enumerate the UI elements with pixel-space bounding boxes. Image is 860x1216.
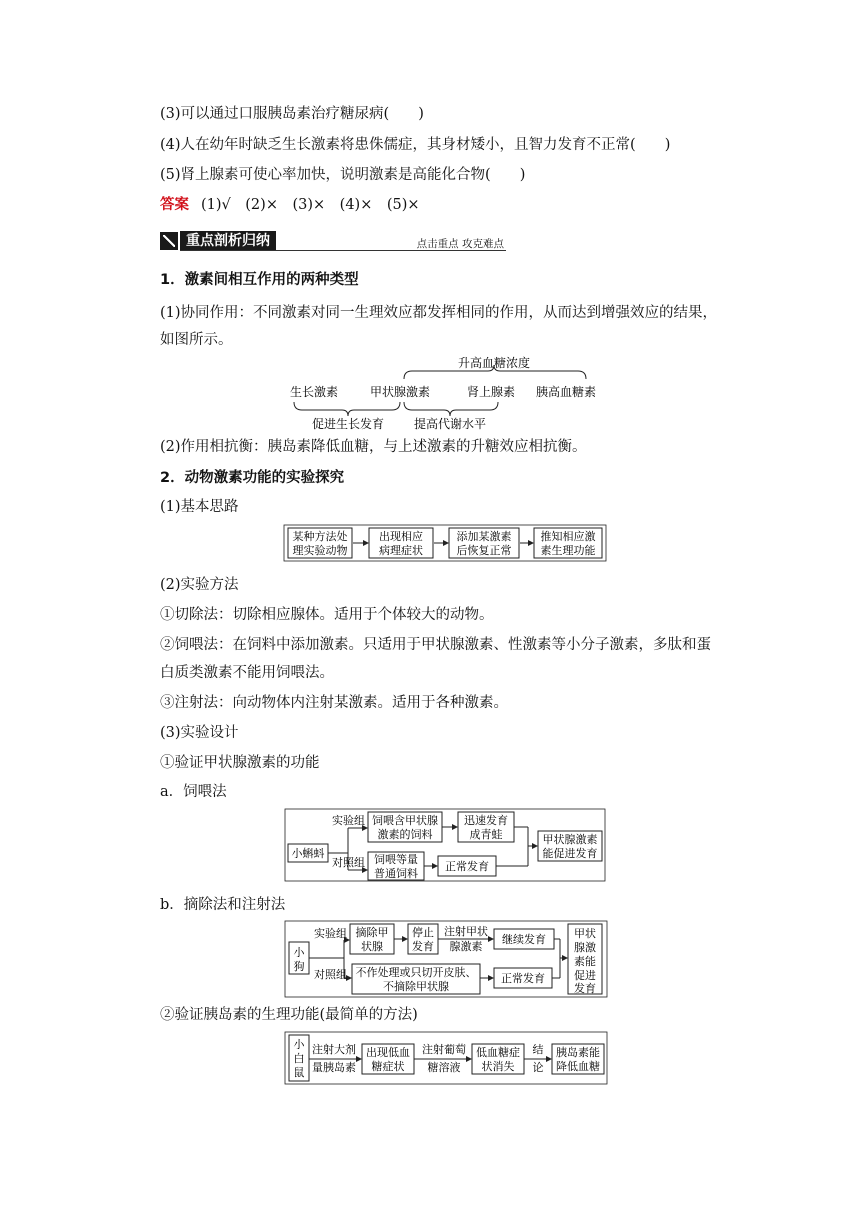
insulin-b2-line2: 状消失 <box>481 1060 515 1073</box>
basic-step-3-line1: 添加某激素 <box>456 530 512 543</box>
feed-exp-box-line2: 激素的饲料 <box>377 828 433 841</box>
remove-exp-mid-line1: 停止 <box>412 926 434 939</box>
feed-ctrl-box-line1: 饲喂等量 <box>374 853 418 866</box>
insulin-subject-3: 鼠 <box>293 1066 305 1079</box>
hormone-adrenaline: 肾上腺素 <box>466 385 516 399</box>
section2-heading: 2．动物激素功能的实验探究 <box>160 470 345 486</box>
basic-step-1-line1: 某种方法处 <box>292 530 348 543</box>
basic-step-2-line2: 病理症状 <box>379 544 423 557</box>
hormone-growth: 生长激素 <box>289 385 339 399</box>
insulin-a1-line2: 量胰岛素 <box>312 1061 356 1074</box>
section1-p1-line1: (1)协同作用：不同激素对同一生理效应都发挥相同的作用，从而达到增强效应的结果， <box>160 305 718 321</box>
answer-line <box>160 195 420 215</box>
design-b: b．摘除法和注射法 <box>160 897 286 913</box>
basic-flow <box>283 524 607 562</box>
question-5: (5)肾上腺素可使心率加快，说明激素是高能化合物( ) <box>160 167 526 183</box>
basic-step-3-line2: 后恢复正常 <box>456 544 512 557</box>
feed-exp-box-line1: 饲喂含甲状腺 <box>372 814 438 827</box>
remove-conclusion-3: 素能 <box>574 955 596 968</box>
insulin-subject-1: 小 <box>293 1038 305 1051</box>
insulin-a1-line1: 注射大剂 <box>312 1043 356 1056</box>
feed-exp-result-line1: 迅速发育 <box>464 814 508 827</box>
method-1: ①切除法：切除相应腺体。适用于个体较大的动物。 <box>160 607 494 623</box>
feed-ctrl-result: 正常发育 <box>445 860 489 873</box>
feed-subject: 小蝌蚪 <box>291 847 325 860</box>
hormone-glucagon: 胰高血糖素 <box>535 385 597 399</box>
insulin-b3-line1: 胰岛素能 <box>556 1046 600 1059</box>
remove-ctrl-result: 正常发育 <box>501 972 545 985</box>
answer-text: (1)√ (2)× (3)× (4)× (5)× <box>201 197 420 213</box>
remove-ctrl-label: 对照组 <box>314 968 347 981</box>
feeding-diagram <box>284 808 606 882</box>
basic-step-1-line2: 理实验动物 <box>292 544 348 557</box>
remove-exp-mid-line2: 发育 <box>412 940 434 953</box>
section1-p2: (2)作用相抗衡：胰岛素降低血糖，与上述激素的升糖效应相抗衡。 <box>160 439 587 455</box>
feed-ctrl-label: 对照组 <box>332 856 365 869</box>
insulin-a2-line1: 注射葡萄 <box>422 1043 466 1056</box>
insulin-b1-line1: 出现低血 <box>366 1046 410 1059</box>
remove-exp-box-line2: 状腺 <box>361 940 383 953</box>
remove-ctrl-box-line2: 不摘除甲状腺 <box>383 980 449 993</box>
remove-subject-2: 狗 <box>293 960 305 973</box>
remove-exp-result: 继续发育 <box>502 933 546 946</box>
synergy-bottom-right: 提高代谢水平 <box>413 417 487 431</box>
remove-exp-label: 实验组 <box>314 927 347 940</box>
section1-heading: 1．激素间相互作用的两种类型 <box>160 272 359 288</box>
feed-exp-label: 实验组 <box>332 814 365 827</box>
arrow-icon <box>160 232 178 250</box>
banner-subtitle: 点击重点 攻克难点 <box>416 238 504 250</box>
banner-title: 重点剖析归纳 <box>180 231 276 251</box>
synergy-top-label: 升高血糖浓度 <box>457 356 531 370</box>
remove-conclusion-5: 发育 <box>574 982 596 995</box>
remove-subject-1: 小 <box>293 946 305 959</box>
remove-conclusion-2: 腺激 <box>574 941 596 954</box>
remove-exp-box-line1: 摘除甲 <box>355 926 389 939</box>
insulin-diagram <box>284 1031 608 1085</box>
insulin-a2-line2: 糖溶液 <box>427 1061 461 1074</box>
design-2: ②验证胰岛素的生理功能(最简单的方法) <box>160 1007 418 1023</box>
hormone-thyroid: 甲状腺激素 <box>369 385 431 399</box>
answer-label: 答案 <box>160 197 189 213</box>
insulin-subject-2: 白 <box>293 1052 305 1065</box>
basic-step-4-line2: 素生理功能 <box>540 544 596 557</box>
remove-ctrl-box-line1: 不作处理或只切开皮肤、 <box>355 966 477 979</box>
insulin-a3-line2: 论 <box>532 1061 544 1074</box>
design-a: a．饲喂法 <box>160 784 227 800</box>
basic-step-2-line1: 出现相应 <box>379 530 423 543</box>
basic-step-4-line1: 推知相应激 <box>540 530 596 543</box>
remove-inject-line1: 注射甲状 <box>444 925 488 938</box>
section-banner <box>160 231 506 251</box>
question-4: (4)人在幼年时缺乏生长激素将患侏儒症，其身材矮小，且智力发育不正常( ) <box>160 137 671 153</box>
synergy-diagram <box>280 350 610 434</box>
feed-ctrl-box-line2: 普通饲料 <box>374 867 418 880</box>
feed-conclusion-line2: 能促进发育 <box>542 847 598 860</box>
question-3: (3)可以通过口服胰岛素治疗糖尿病( ) <box>160 106 424 122</box>
synergy-bottom-left: 促进生长发育 <box>311 417 385 431</box>
design-1: ①验证甲状腺激素的功能 <box>160 755 320 771</box>
remove-conclusion-4: 促进 <box>574 969 596 982</box>
method-3: ③注射法：向动物体内注射某激素。适用于各种激素。 <box>160 695 508 711</box>
section1-p1-line2: 如图所示。 <box>160 332 233 348</box>
insulin-b2-line1: 低血糖症 <box>476 1046 520 1059</box>
removal-diagram <box>284 920 608 998</box>
methods-title: (2)实验方法 <box>160 577 239 593</box>
feed-conclusion-line1: 甲状腺激素 <box>542 833 598 846</box>
remove-inject-line2: 腺激素 <box>449 940 483 953</box>
design-title: (3)实验设计 <box>160 725 239 741</box>
remove-conclusion-1: 甲状 <box>574 927 596 940</box>
insulin-b1-line2: 糖症状 <box>371 1060 405 1073</box>
method-2-line1: ②饲喂法：在饲料中添加激素。只适用于甲状腺激素、性激素等小分子激素，多肽和蛋 <box>160 637 711 653</box>
insulin-b3-line2: 降低血糖 <box>556 1060 600 1073</box>
basic-idea: (1)基本思路 <box>160 499 239 515</box>
method-2-line2: 白质类激素不能用饲喂法。 <box>160 665 334 681</box>
feed-exp-result-line2: 成青蛙 <box>469 828 503 841</box>
insulin-a3-line1: 结 <box>532 1043 544 1056</box>
